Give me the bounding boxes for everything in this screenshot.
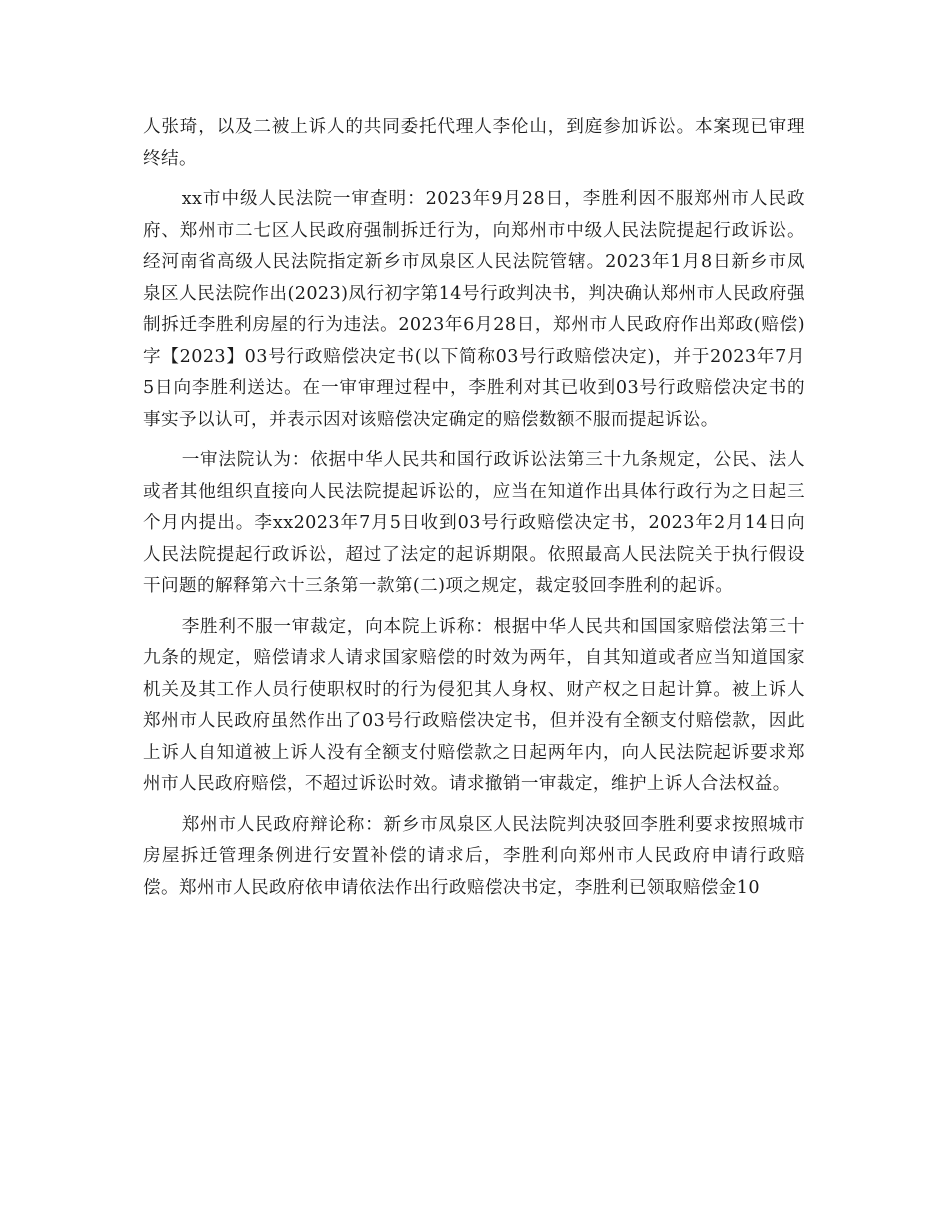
paragraph-appeal-claims: 李胜利不服一审裁定，向本院上诉称：根据中华人民共和国国家赔偿法第三十九条的规定，赔偿请求人请求国家赔偿的时效为两年，自其知道或者应当知道国家机关及其工作人员行使职权时的行为侵犯其人身权、财产权之日起计算。被上诉人郑州市人民政府虽然作出了03号行政赔偿决定书，但并没有全额支付赔偿款，因此上诉人自知道被上诉人没有全额支付赔偿款之日起两年内，向人民法院起诉要求郑州市人民政府赔偿，不超过诉讼时效。请求撤销一审裁定，维护上诉人合法权益。 [143, 616, 805, 794]
paragraph-defense: 郑州市人民政府辩论称：新乡市凤泉区人民法院判决驳回李胜利要求按照城市房屋拆迁管理条例进行安置补偿的请求后，李胜利向郑州市人民政府申请行政赔偿。郑州市人民政府依申请依法作出行政赔偿决书定，李胜利已领取赔偿金10 [143, 814, 805, 898]
paragraph-first-instance-opinion: 一审法院认为：依据中华人民共和国行政诉讼法第三十九条规定，公民、法人或者其他组织直接向人民法院提起诉讼的，应当在知道作出具体行政行为之日起三个月内提出。李xx2023年7月5日收到03号行政赔偿决定书，2023年2月14日向人民法院提起行政诉讼，超过了法定的起诉期限。依照最高人民法院关于执行假设干问题的解释第六十三条第一款第(二)项之规定，裁定驳回李胜利的起诉。 [143, 450, 805, 596]
document-body [143, 112, 805, 913]
paragraph-first-instance-findings: xx市中级人民法院一审查明：2023年9月28日，李胜利因不服郑州市人民政府、郑州市二七区人民政府强制拆迁行为，向郑州市中级人民法院提起行政诉讼。经河南省高级人民法院指定新乡市凤泉区人民法院管辖。2023年1月8日新乡市凤泉区人民法院作出(2023)凤行初字第14号行政判决书，判决确认郑州市人民政府强制拆迁李胜利房屋的行为违法。2023年6月28日，郑州市人民政府作出郑政(赔偿)字【2023】03号行政赔偿决定书(以下简称03号行政赔偿决定)，并于2023年7月5日向李胜利送达。在一审审理过程中，李胜利对其已收到03号行政赔偿决定书的事实予以认可，并表示因对该赔偿决定确定的赔偿数额不服而提起诉讼。 [143, 189, 805, 430]
paragraph-continuation: 人张琦，以及二被上诉人的共同委托代理人李伦山，到庭参加诉讼。本案现已审理终结。 [143, 117, 805, 169]
